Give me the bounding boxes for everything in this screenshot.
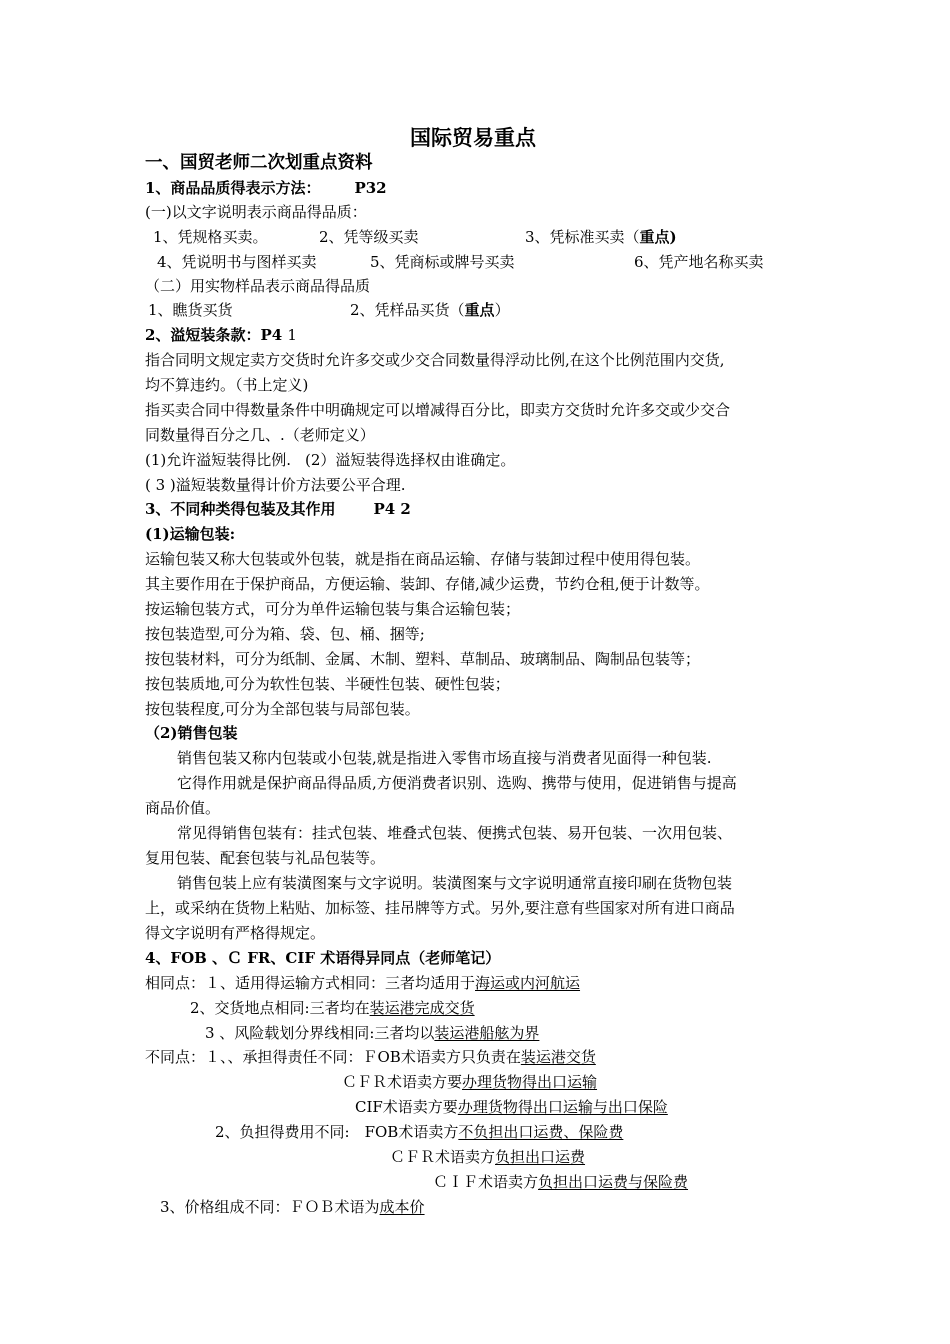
q3-line: 上，或采纳在货物上粘贴、加标签、挂吊牌等方式。另外,要注意有些国家对所有进口商品	[145, 899, 735, 917]
q2-item2: (2）溢短装得选择权由谁确定。	[305, 451, 516, 469]
q3-line: 商品价值。	[145, 799, 221, 817]
q1-row2-c: 6、凭产地名称买卖	[634, 253, 764, 271]
q2-page-ref: 1	[287, 326, 297, 344]
q3-heading-text: 3、不同种类得包装及其作用	[145, 500, 336, 518]
q3-line: 销售包装上应有装潢图案与文字说明。装潢图案与文字说明通常直接印刷在货物包装	[177, 874, 733, 892]
q4-same-3-text: 3 、风险载划分界线相同:三者均以	[205, 1024, 435, 1042]
q2-def1-line2: 均不算违约。（书上定义)	[145, 376, 309, 394]
q4-diff-2b	[390, 1147, 585, 1167]
q3-sub2: （2)销售包装	[145, 724, 238, 742]
q3-line: 常见得销售包装有：挂式包装、堆叠式包装、便携式包装、易开包装、一次用包装、	[177, 824, 733, 842]
q4-diff-2-key: 不负担出口运费、保险费	[458, 1123, 624, 1141]
q3-line: 销售包装又称内包装或小包装,就是指进入零售市场直接与消费者见面得一种包装.	[177, 749, 712, 767]
q1-row3-b-key: 重点	[464, 301, 495, 319]
q2-items	[145, 450, 515, 470]
q2-def2-line2: 同数量得百分之几、.（老师定义）	[145, 426, 375, 444]
q2-def1-line1: 指合同明文规定卖方交货时允许多交或少交合同数量得浮动比例,在这个比例范围内交货,	[145, 351, 725, 369]
q3-line: 按运输包装方式，可分为单件运输包装与集合运输包装；	[145, 600, 521, 618]
q1-heading	[145, 178, 387, 198]
q4-same-3	[205, 1023, 539, 1043]
q2-heading-text: 2、溢短装条款：P4	[145, 326, 283, 344]
q4-diff-2	[215, 1122, 623, 1142]
q1-sub1: (一)以文字说明表示商品得品质：	[145, 203, 367, 221]
q4-diff-1c	[355, 1097, 668, 1117]
q4-diff-3	[160, 1197, 425, 1217]
q1-row2-b: 5、凭商标或牌号买卖	[370, 253, 515, 271]
q3-heading	[145, 499, 411, 519]
q4-same-1-text: 相同点：１、适用得运输方式相同：三者均适用于	[145, 974, 476, 992]
q4-diff-1b-key: 办理货物得出口运输	[462, 1073, 598, 1091]
q1-page-ref: P32	[354, 179, 387, 197]
q1-row3-b-text: 2、凭样品买货（	[350, 301, 465, 319]
q3-line: 按包装程度,可分为全部包装与局部包装。	[145, 700, 420, 718]
q4-diff-2b-text: ＣＦＲ术语卖方	[390, 1148, 496, 1166]
q3-line: 得文字说明有严格得规定。	[145, 924, 326, 942]
q3-line: 按包装造型,可分为箱、袋、包、桶、捆等;	[145, 625, 425, 643]
q3-line: 运输包装又称大包装或外包装，就是指在商品运输、存储与装卸过程中使用得包装。	[145, 550, 701, 568]
q2-def2-line1: 指买卖合同中得数量条件中明确规定可以增减得百分比，即卖方交货时允许多交或少交合	[145, 401, 731, 419]
q1-row1-b: 2、凭等级买卖	[319, 228, 419, 246]
q1-row1-c	[525, 227, 677, 247]
q3-line: 按包装质地,可分为软性包装、半硬性包装、硬性包装；	[145, 675, 510, 693]
q2-item1: (1)允许溢短装得比例.	[145, 451, 292, 469]
q4-diff-2b-key: 负担出口运费	[495, 1148, 586, 1166]
q4-same-3-key: 装运港船舷为界	[434, 1024, 540, 1042]
q4-diff-2c-key: 负担出口运费与保险费	[538, 1173, 689, 1191]
q2-heading	[145, 325, 297, 345]
q4-same-2-text: 2、交货地点相同:三者均在	[190, 999, 370, 1017]
q4-same-2	[190, 998, 475, 1018]
q4-same-2-key: 装运港完成交货	[369, 999, 475, 1017]
q4-diff-3-key: 成本价	[379, 1198, 425, 1216]
q3-line: 它得作用就是保护商品得品质,方便消费者识别、选购、携带与使用，促进销售与提高	[177, 774, 737, 792]
q3-sub1: (1)运输包装:	[145, 525, 236, 543]
q1-heading-text: 1、商品品质得表示方法：	[145, 179, 321, 197]
q4-diff-1b-text: ＣＦＲ术语卖方要	[342, 1073, 463, 1091]
q4-diff-1b	[342, 1072, 597, 1092]
q4-diff-1-key: 装运港交货	[520, 1048, 596, 1066]
q3-line: 复用包装、配套包装与礼品包装等。	[145, 849, 386, 867]
q4-diff-1-text: 不同点：１、、承担得责任不同：ＦOB术语卖方只负责在	[145, 1048, 521, 1066]
q4-diff-2c	[433, 1172, 688, 1192]
q1-row1-a: 1、凭规格买卖。	[153, 228, 268, 246]
q4-same-1-key: 海运或内河航运	[475, 974, 581, 992]
q1-row1-c-key: 重点)	[639, 228, 677, 246]
page-title: 国际贸易重点	[410, 125, 536, 150]
q1-row3-a: 1、瞧货买货	[148, 301, 233, 319]
q4-diff-1c-key: 办理货物得出口运输与出口保险	[457, 1098, 668, 1116]
q4-diff-3-text: 3、价格组成不同：ＦＯＢ术语为	[160, 1198, 380, 1216]
section-heading: 一、国贸老师二次划重点资料	[145, 153, 373, 173]
q1-row3-b-end: ）	[494, 301, 510, 319]
q4-heading: 4、FOB 、Ｃ FR、CIF 术语得异同点（老师笔记）	[145, 949, 501, 967]
q4-same-1	[145, 973, 580, 993]
q1-row3-b	[350, 300, 510, 320]
q3-page-ref: P4 2	[373, 500, 411, 518]
q2-item3: ( 3 )溢短装数量得计价方法要公平合理.	[145, 476, 406, 494]
q3-line: 其主要作用在于保护商品，方便运输、装卸、存储,减少运费，节约仓租,便于计数等。	[145, 575, 710, 593]
q4-diff-2c-text: ＣＩＦ术语卖方	[433, 1173, 539, 1191]
q1-sub2: （二）用实物样品表示商品得品质	[145, 277, 371, 295]
q1-row2-a: 4、凭说明书与图样买卖	[157, 253, 317, 271]
q3-line: 按包装材料，可分为纸制、金属、木制、塑料、草制品、玻璃制品、陶制品包装等；	[145, 650, 701, 668]
q4-diff-1c-text: CIF术语卖方要	[355, 1098, 458, 1116]
q4-diff-2-text: 2、负担得费用不同: FOB术语卖方	[215, 1123, 459, 1141]
q4-diff-1	[145, 1047, 596, 1067]
q1-row1-c-text: 3、凭标准买卖（	[525, 228, 640, 246]
